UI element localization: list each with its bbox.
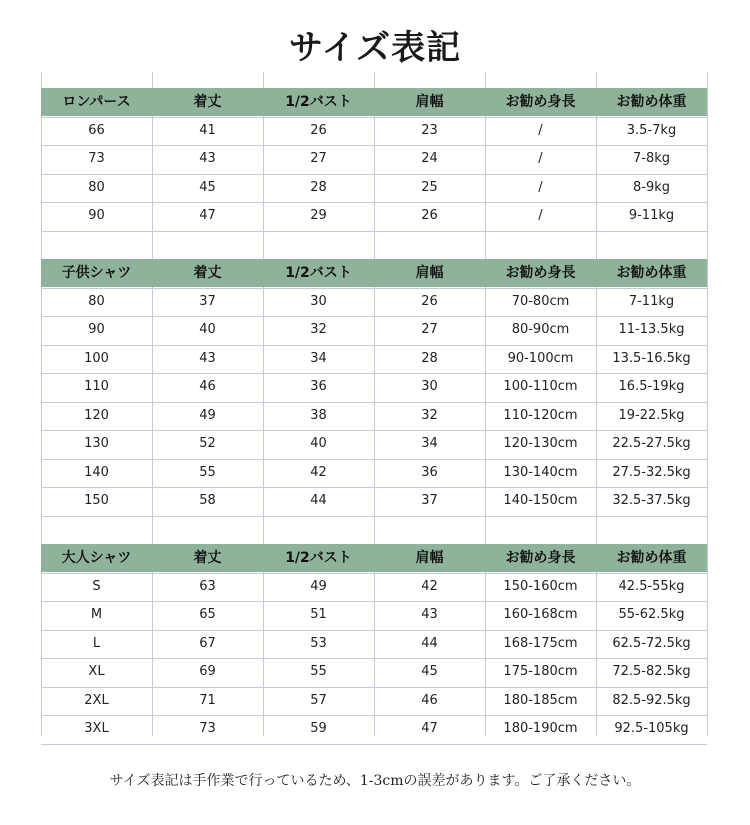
table-cell: 46	[421, 692, 438, 708]
measurement-note: サイズ表記は手作業で行っているため、1-3cmの誤差があります。ご了承ください。	[109, 773, 641, 789]
table-cell: 49	[199, 407, 216, 423]
table-cell: 53	[310, 635, 327, 651]
table-row	[41, 687, 707, 715]
table-cell: 57	[310, 692, 327, 708]
table-cell: 36	[310, 379, 327, 394]
table-cell: 43	[421, 607, 438, 622]
table-cell: 63	[199, 578, 216, 594]
table-cell: 168-175cm	[503, 635, 578, 651]
table-cell: 37	[421, 493, 438, 508]
table-cell: 16.5-19kg	[618, 379, 685, 394]
table-cell: 42	[310, 464, 327, 480]
table-cell: 55-62.5kg	[618, 607, 685, 622]
column-header: お勧め身長	[505, 265, 576, 281]
table-cell: 27	[421, 322, 438, 337]
grid-line-horizontal	[41, 516, 707, 517]
table-row	[41, 117, 707, 145]
table-cell: 19-22.5kg	[618, 407, 685, 423]
table-cell: 42	[421, 578, 438, 594]
table-row	[41, 430, 707, 458]
table-cell: 13.5-16.5kg	[612, 350, 691, 366]
romper-header-row	[41, 88, 707, 116]
table-cell: 26	[310, 122, 327, 138]
table-cell: 11-13.5kg	[618, 322, 685, 337]
table-cell: 37	[199, 293, 216, 309]
table-cell: 175-180cm	[503, 664, 578, 679]
table-cell: 36	[421, 464, 438, 480]
table-cell: 180-185cm	[503, 692, 578, 708]
table-row	[41, 316, 707, 344]
table-cell: 59	[310, 721, 327, 736]
table-cell: 29	[310, 208, 327, 223]
table-cell: 70-80cm	[511, 293, 570, 309]
table-cell: 49	[310, 578, 327, 594]
table-cell: 45	[199, 179, 216, 195]
column-header: 1/2バスト	[285, 550, 352, 566]
table-cell: 150-160cm	[503, 578, 578, 594]
table-cell: 47	[199, 208, 216, 223]
table-cell: 65	[199, 607, 216, 622]
column-header: 肩幅	[415, 265, 444, 281]
table-cell: /	[538, 208, 543, 223]
column-header: 着丈	[193, 550, 222, 566]
table-cell: 28	[310, 179, 327, 195]
column-header: 肩幅	[415, 94, 444, 110]
table-cell: 92.5-105kg	[614, 721, 689, 736]
table-row	[41, 487, 707, 515]
table-cell: 73	[199, 721, 216, 736]
table-cell: 80	[88, 293, 105, 309]
table-cell: 27.5-32.5kg	[612, 464, 691, 480]
table-cell: 55	[310, 664, 327, 679]
table-row	[41, 288, 707, 316]
column-header: ロンパース	[62, 94, 131, 110]
table-cell: 130-140cm	[503, 464, 578, 480]
adult-shirt-header-row	[41, 544, 707, 572]
table-cell: 3XL	[84, 721, 109, 736]
column-header: お勧め体重	[616, 94, 687, 110]
table-cell: 34	[421, 436, 438, 451]
column-header: お勧め体重	[616, 550, 687, 566]
table-cell: 27	[310, 151, 327, 166]
table-row	[41, 202, 707, 230]
column-header: 肩幅	[415, 550, 444, 566]
table-cell: 67	[199, 635, 216, 651]
table-row	[41, 402, 707, 430]
table-cell: 32	[421, 407, 438, 423]
table-row	[41, 174, 707, 202]
table-cell: 44	[310, 493, 327, 508]
table-cell: 180-190cm	[503, 721, 578, 736]
table-cell: 44	[421, 635, 438, 651]
table-cell: 26	[421, 293, 438, 309]
table-cell: 32	[310, 322, 327, 337]
table-cell: 69	[199, 664, 216, 679]
table-cell: 58	[199, 493, 216, 508]
table-cell: 120-130cm	[503, 436, 578, 451]
table-cell: 30	[421, 379, 438, 394]
table-cell: 130	[84, 436, 109, 451]
column-header: お勧め身長	[505, 550, 576, 566]
column-header: 1/2バスト	[285, 94, 352, 110]
table-cell: 3.5-7kg	[626, 122, 677, 138]
grid-line-horizontal	[41, 231, 707, 232]
table-cell: /	[538, 122, 543, 138]
table-cell: 7-8kg	[632, 151, 670, 166]
table-cell: /	[538, 151, 543, 166]
table-cell: 120	[84, 407, 109, 423]
table-row	[41, 715, 707, 743]
table-cell: 90-100cm	[507, 350, 574, 366]
table-cell: 110-120cm	[503, 407, 578, 423]
table-cell: XL	[88, 664, 105, 679]
table-cell: 2XL	[84, 692, 109, 708]
grid-line-vertical	[707, 72, 708, 736]
table-cell: /	[538, 179, 543, 195]
table-cell: 73	[88, 151, 105, 166]
table-cell: 90	[88, 208, 105, 223]
table-cell: 52	[199, 436, 216, 451]
table-cell: 150	[84, 493, 109, 508]
table-cell: 40	[310, 436, 327, 451]
column-header: 子供シャツ	[61, 265, 132, 281]
table-cell: 41	[199, 122, 216, 138]
table-cell: 80-90cm	[511, 322, 570, 337]
table-cell: 51	[310, 607, 327, 622]
column-header: 1/2バスト	[285, 265, 352, 281]
table-cell: 40	[199, 322, 216, 337]
table-row	[41, 345, 707, 373]
table-row	[41, 459, 707, 487]
table-cell: 100	[84, 350, 109, 366]
table-cell: 7-11kg	[628, 293, 675, 309]
table-cell: 72.5-82.5kg	[612, 664, 691, 679]
table-cell: 30	[310, 293, 327, 309]
column-header: お勧め身長	[505, 94, 576, 110]
table-row	[41, 145, 707, 173]
table-cell: 71	[199, 692, 216, 708]
column-header: 大人シャツ	[61, 550, 132, 566]
table-cell: 28	[421, 350, 438, 366]
table-cell: 47	[421, 721, 438, 736]
table-cell: 66	[88, 122, 105, 138]
table-cell: 46	[199, 379, 216, 394]
table-cell: 82.5-92.5kg	[612, 692, 691, 708]
column-header: 着丈	[193, 94, 222, 110]
table-cell: 24	[421, 151, 438, 166]
table-cell: 140	[84, 464, 109, 480]
table-cell: 9-11kg	[628, 208, 675, 223]
table-cell: 23	[421, 122, 438, 138]
page-title: サイズ表記	[288, 28, 462, 68]
table-cell: 43	[199, 151, 216, 166]
table-row	[41, 373, 707, 401]
table-cell: 22.5-27.5kg	[612, 436, 691, 451]
table-cell: 110	[84, 379, 109, 394]
kids-shirt-header-row	[41, 259, 707, 287]
table-row	[41, 573, 707, 601]
table-cell: 45	[421, 664, 438, 679]
table-cell: 34	[310, 350, 327, 366]
table-cell: 62.5-72.5kg	[612, 635, 691, 651]
table-row	[41, 658, 707, 686]
table-cell: 38	[310, 407, 327, 423]
table-row	[41, 601, 707, 629]
table-cell: 160-168cm	[503, 607, 578, 622]
table-cell: L	[92, 635, 101, 651]
table-cell: 26	[421, 208, 438, 223]
table-cell: 32.5-37.5kg	[612, 493, 691, 508]
column-header: 着丈	[193, 265, 222, 281]
table-cell: 42.5-55kg	[618, 578, 685, 594]
table-cell: 140-150cm	[503, 493, 578, 508]
table-cell: 100-110cm	[503, 379, 578, 394]
table-cell: 25	[421, 179, 438, 195]
table-cell: M	[90, 607, 103, 622]
table-row	[41, 630, 707, 658]
table-cell: 55	[199, 464, 216, 480]
grid-line-horizontal	[41, 744, 707, 745]
column-header: お勧め体重	[616, 265, 687, 281]
table-cell: 90	[88, 322, 105, 337]
table-cell: 43	[199, 350, 216, 366]
table-cell: S	[92, 578, 101, 594]
table-cell: 80	[88, 179, 105, 195]
table-cell: 8-9kg	[632, 179, 670, 195]
